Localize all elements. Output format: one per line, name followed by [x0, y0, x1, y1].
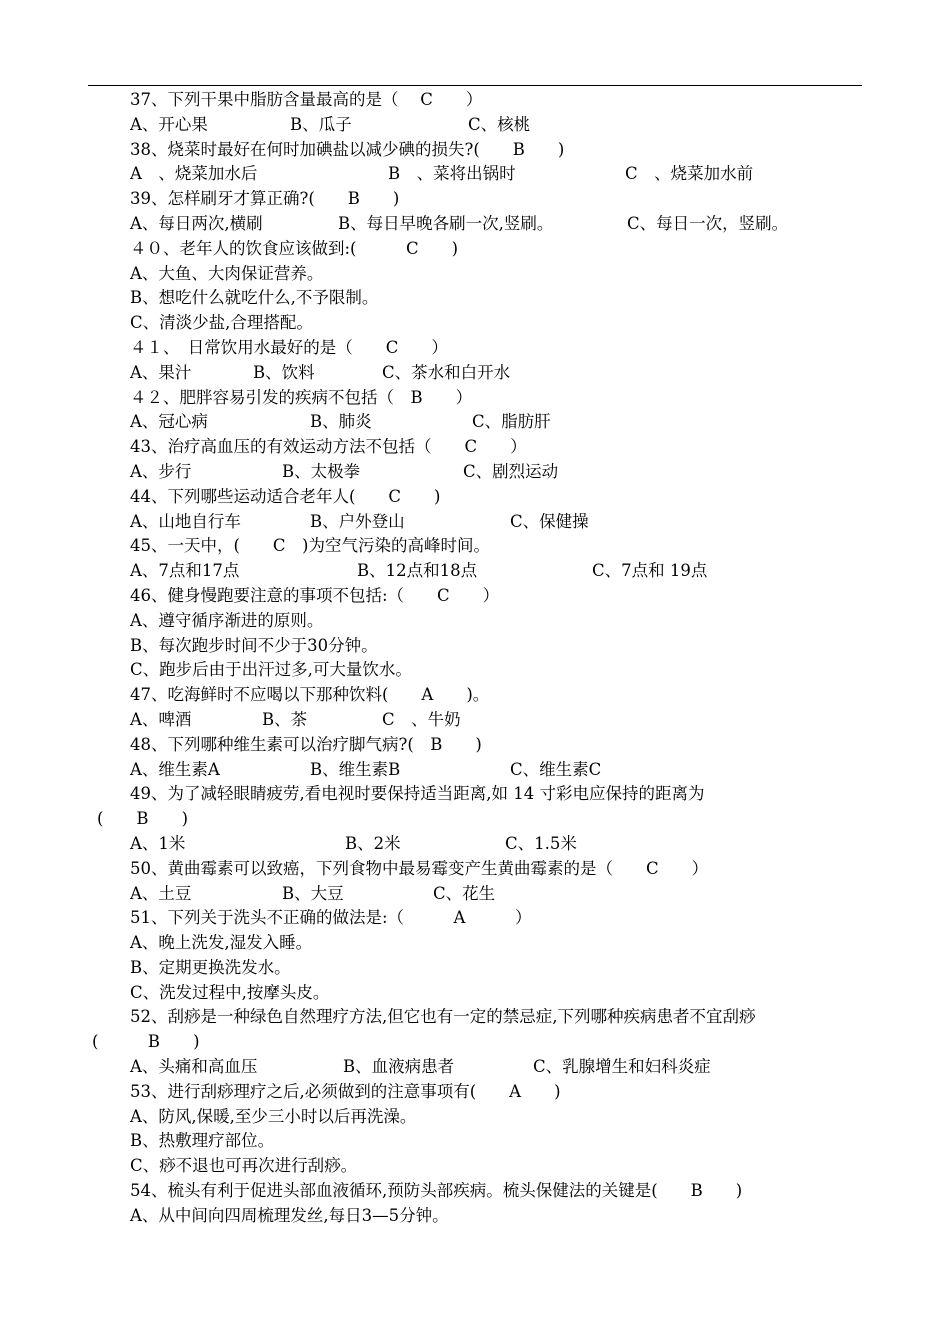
question-text: 50、黄曲霉素可以致癌，下列食物中最易霉变产生黄曲霉素的是（ C ） — [130, 858, 709, 878]
question-text: A、从中间向四周梳理发丝,每日3—5分钟。 — [130, 1205, 449, 1225]
text-line — [0, 931, 950, 956]
text-line — [0, 782, 950, 807]
option-text: B、户外登山 — [310, 511, 405, 531]
text-line — [0, 410, 950, 435]
option-text: B、血液病患者 — [343, 1057, 455, 1077]
question-text: B、每次跑步时间不少于30分钟。 — [130, 635, 378, 655]
text-line — [0, 1154, 950, 1179]
question-text: 38、烧菜时最好在何时加碘盐以减少碘的损失?( B ) — [130, 139, 565, 159]
text-line — [0, 683, 950, 708]
text-line — [0, 981, 950, 1006]
option-text: A、山地自行车 — [130, 511, 241, 531]
text-line — [0, 857, 950, 882]
question-text: C、跑步后由于出汗过多,可大量饮水。 — [130, 660, 412, 680]
question-text: 53、进行刮痧理疗之后,必须做到的注意事项有( A ) — [130, 1081, 561, 1101]
question-text: 45、一天中，( C )为空气污染的高峰时间。 — [130, 536, 490, 556]
header-rule — [88, 85, 862, 86]
option-text: C、茶水和白开水 — [382, 362, 511, 382]
text-line — [0, 1204, 950, 1229]
option-text: C、保健操 — [510, 511, 589, 531]
question-text: A、晚上洗发,湿发入睡。 — [130, 933, 313, 953]
text-line — [0, 311, 950, 336]
text-line — [0, 460, 950, 485]
option-text: A、每日两次,横刷 — [130, 213, 263, 233]
question-text: 37、下列干果中脂肪含量最高的是（ C ） — [130, 90, 483, 109]
question-text: 51、下列关于洗头不正确的做法是:（ A ） — [130, 908, 532, 928]
text-line — [0, 807, 950, 832]
option-text: A、1米 — [130, 833, 186, 853]
text-line — [0, 534, 950, 559]
option-text: C、乳腺增生和妇科炎症 — [533, 1057, 711, 1077]
question-text: 43、治疗高血压的有效运动方法不包括（ C ） — [130, 437, 527, 457]
text-line — [0, 832, 950, 857]
text-line — [0, 138, 950, 163]
option-text: C 、牛奶 — [382, 709, 461, 729]
question-text: 47、吃海鲜时不应喝以下那种饮料( A )。 — [130, 685, 490, 705]
text-line — [0, 634, 950, 659]
option-text: A 、烧菜加水后 — [130, 164, 258, 184]
option-text: C、1.5米 — [505, 833, 577, 853]
text-line — [0, 733, 950, 758]
option-text: B、维生素B — [310, 759, 401, 779]
option-text: C、剧烈运动 — [463, 461, 559, 481]
question-text: ( B ) — [97, 809, 188, 829]
text-line — [0, 758, 950, 783]
text-line — [0, 1055, 950, 1080]
text-line — [0, 1105, 950, 1130]
question-text: A、遵守循序渐进的原则。 — [130, 610, 324, 630]
text-line — [0, 286, 950, 311]
text-line — [0, 906, 950, 931]
option-text: C、脂肪肝 — [472, 412, 551, 432]
question-sheet — [0, 88, 950, 1229]
question-text: 52、刮痧是一种绿色自然理疗方法,但它也有一定的禁忌症,下列哪种疾病患者不宜刮痧 — [130, 1007, 756, 1027]
question-text: B、想吃什么就吃什么,不予限制。 — [130, 288, 379, 308]
text-line — [0, 658, 950, 683]
option-text: C、每日一次，竖刷。 — [627, 213, 789, 233]
question-text: 39、怎样刷牙才算正确?( B ) — [130, 189, 400, 209]
text-line — [0, 956, 950, 981]
option-text: A、土豆 — [130, 883, 192, 903]
text-line — [0, 609, 950, 634]
option-text: A、7点和17点 — [130, 561, 240, 581]
option-text: B、每日早晚各刷一次,竖刷。 — [338, 213, 554, 233]
option-text: C、花生 — [433, 883, 496, 903]
text-line — [0, 1129, 950, 1154]
text-line — [0, 361, 950, 386]
text-line — [0, 88, 950, 113]
text-line — [0, 485, 950, 510]
text-line — [0, 435, 950, 460]
question-text: A、防风,保暖,至少三小时以后再洗澡。 — [130, 1106, 417, 1126]
question-text: ４２、肥胖容易引发的疾病不包括（ B ） — [130, 387, 473, 407]
option-text: B、茶 — [262, 709, 308, 729]
option-text: A、果汁 — [130, 362, 192, 382]
option-text: B、饮料 — [253, 362, 315, 382]
option-text: C、维生素C — [510, 759, 602, 779]
text-line — [0, 1005, 950, 1030]
question-text: C、洗发过程中,按摩头皮。 — [130, 982, 330, 1002]
question-text: B、热敷理疗部位。 — [130, 1131, 275, 1151]
question-text: 46、健身慢跑要注意的事项不包括:（ C ） — [130, 585, 500, 605]
text-line — [0, 510, 950, 535]
question-text: A、大鱼、大肉保证营养。 — [130, 263, 324, 283]
option-text: C 、烧菜加水前 — [625, 164, 754, 184]
text-line — [0, 1030, 950, 1055]
option-text: B、瓜子 — [290, 114, 352, 134]
option-text: A、开心果 — [130, 114, 208, 134]
option-text: B、12点和18点 — [357, 561, 478, 581]
option-text: B、太极拳 — [282, 461, 361, 481]
text-line — [0, 187, 950, 212]
question-text: B、定期更换洗发水。 — [130, 957, 291, 977]
text-line — [0, 162, 950, 187]
option-text: A、啤酒 — [130, 709, 192, 729]
text-line — [0, 336, 950, 361]
text-line — [0, 262, 950, 287]
text-line — [0, 559, 950, 584]
option-text: A、冠心病 — [130, 412, 208, 432]
question-text: ４０、老年人的饮食应该做到:( C ) — [130, 238, 459, 258]
question-text: 44、下列哪些运动适合老年人( C ) — [130, 486, 441, 506]
text-line — [0, 1080, 950, 1105]
option-text: B、肺炎 — [310, 412, 372, 432]
question-text: 54、梳头有利于促进头部血液循环,预防头部疾病。梳头保健法的关键是( B ) — [130, 1181, 743, 1201]
question-text: C、清淡少盐,合理搭配。 — [130, 313, 313, 333]
option-text: A、头痛和高血压 — [130, 1057, 258, 1077]
question-text: 48、下列哪种维生素可以治疗脚气病?( B ) — [130, 734, 482, 754]
option-text: A、步行 — [130, 461, 192, 481]
option-text: C、核桃 — [468, 114, 531, 134]
question-text: 49、为了减轻眼睛疲劳,看电视时要保持适当距离,如 14 寸彩电应保持的距离为 — [130, 784, 705, 804]
text-line — [0, 386, 950, 411]
text-line — [0, 212, 950, 237]
text-line — [0, 237, 950, 262]
text-line — [0, 584, 950, 609]
text-line — [0, 882, 950, 907]
option-text: B 、菜将出锅时 — [388, 164, 516, 184]
text-line — [0, 708, 950, 733]
option-text: A、维生素A — [130, 759, 220, 779]
question-text: ( B ) — [92, 1032, 200, 1052]
option-text: B、2米 — [345, 833, 401, 853]
text-line — [0, 1179, 950, 1204]
option-text: B、大豆 — [282, 883, 344, 903]
question-text: C、痧不退也可再次进行刮痧。 — [130, 1156, 358, 1176]
option-text: C、7点和 19点 — [592, 561, 708, 581]
text-line — [0, 113, 950, 138]
question-text: ４１、 日常饮用水最好的是（ C ） — [130, 337, 448, 357]
